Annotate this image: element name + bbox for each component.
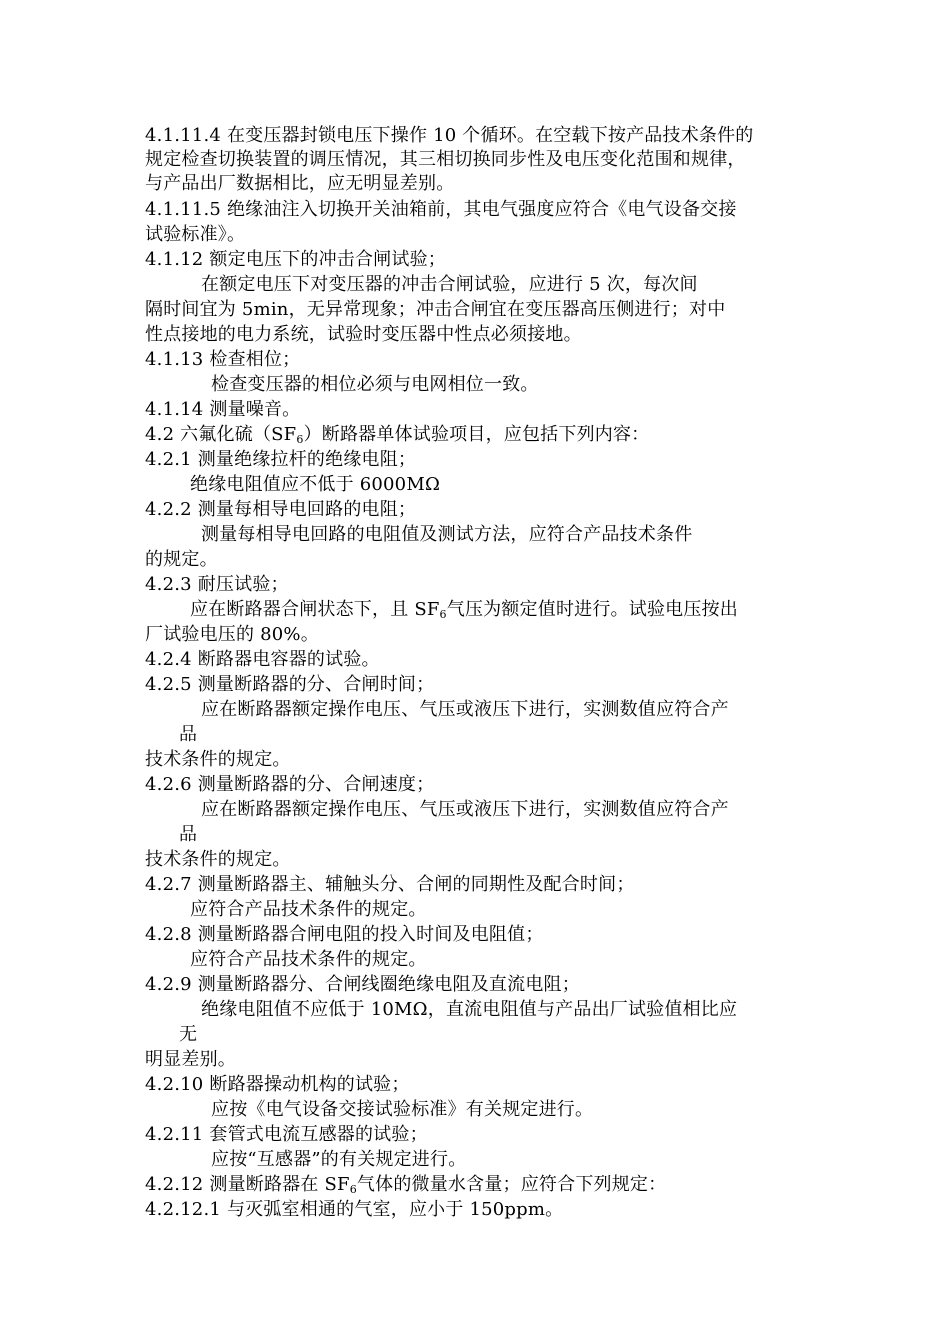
text-line: 4.2.7 测量断路器主、辅触头分、合闸的同期性及配合时间； [145, 874, 635, 895]
subscript: 6 [439, 608, 447, 621]
text-line: 厂试验电压的 80%。 [145, 624, 319, 645]
text-line: 4.2.9 测量断路器分、合闸线圈绝缘电阻及直流电阻； [145, 974, 580, 995]
text-line: 规定检查切换装置的调压情况，其三相切换同步性及电压变化范围和规律， [145, 149, 746, 170]
text-line: 4.2.4 断路器电容器的试验。 [145, 649, 380, 670]
text-line: 技术条件的规定。 [145, 749, 291, 770]
text-line: 在额定电压下对变压器的冲击合闸试验，应进行 5 次，每次间 [201, 274, 698, 295]
text-line: 试验标准》。 [145, 224, 246, 245]
text-line: 的规定。 [145, 549, 218, 570]
text-line: 4.2.12.1 与灭弧室相通的气室，应小于 150ppm。 [145, 1199, 564, 1220]
text-line [190, 598, 738, 622]
text-line: 4.2.2 测量每相导电回路的电阻； [145, 499, 417, 520]
text-line: 4.1.12 额定电压下的冲击合闸试验； [145, 249, 446, 270]
subscript: 6 [296, 433, 304, 446]
text-line: 明显差别。 [145, 1049, 236, 1070]
text-line: 4.2.11 套管式电流互感器的试验； [145, 1124, 428, 1145]
text-segment: 4.2.12 测量断路器在 SF [145, 1174, 350, 1195]
text-line: 应在断路器额定操作电压、气压或液压下进行，实测数值应符合产 [201, 699, 729, 720]
text-line: 4.1.13 检查相位； [145, 349, 301, 370]
text-line: 性点接地的电力系统，试验时变压器中性点必须接地。 [145, 324, 582, 345]
text-line: 4.2.5 测量断路器的分、合闸时间； [145, 674, 435, 695]
text-segment: 气压为额定值时进行。试验电压按出 [446, 599, 738, 620]
text-line: 4.2.1 测量绝缘拉杆的绝缘电阻； [145, 449, 417, 470]
text-line: 与产品出厂数据相比，应无明显差别。 [145, 173, 455, 194]
text-line: 应在断路器额定操作电压、气压或液压下进行，实测数值应符合产 [201, 799, 729, 820]
text-line: 无 [179, 1024, 198, 1045]
text-line [145, 423, 649, 447]
text-line: 4.1.14 测量噪音。 [145, 399, 301, 420]
text-line: 应按“互感器”的有关规定进行。 [211, 1149, 467, 1170]
text-line: 应符合产品技术条件的规定。 [190, 949, 427, 970]
text-segment: 应在断路器合闸状态下，且 SF [190, 599, 440, 620]
text-segment: 气体的微量水含量；应符合下列规定： [356, 1174, 667, 1195]
text-line [145, 1173, 666, 1197]
text-line: 隔时间宜为 5min，无异常现象；冲击合闸宜在变压器高压侧进行；对中 [145, 299, 726, 320]
text-line: 4.1.11.4 在变压器封锁电压下操作 10 个循环。在空载下按产品技术条件的 [145, 125, 754, 146]
text-line: 应按《电气设备交接试验标准》有关规定进行。 [211, 1099, 594, 1120]
text-line: 品 [179, 724, 198, 745]
text-line: 4.2.6 测量断路器的分、合闸速度； [145, 774, 435, 795]
text-line: 技术条件的规定。 [145, 849, 291, 870]
text-line: 应符合产品技术条件的规定。 [190, 899, 427, 920]
text-line: 4.1.11.5 绝缘油注入切换开关油箱前，其电气强度应符合《电气设备交接 [145, 199, 737, 220]
text-line: 测量每相导电回路的电阻值及测试方法，应符合产品技术条件 [201, 524, 693, 545]
text-line: 4.2.3 耐压试验； [145, 574, 289, 595]
text-line: 检查变压器的相位必须与电网相位一致。 [211, 374, 539, 395]
text-segment: 4.2 六氟化硫（SF [145, 424, 297, 445]
text-line: 绝缘电阻值应不低于 6000MΩ [190, 474, 441, 495]
text-line: 绝缘电阻值不应低于 10MΩ，直流电阻值与产品出厂试验值相比应 [201, 999, 738, 1020]
text-segment: ）断路器单体试验项目，应包括下列内容： [303, 424, 650, 445]
text-line: 品 [179, 824, 198, 845]
subscript: 6 [349, 1183, 357, 1196]
text-line: 4.2.10 断路器操动机构的试验； [145, 1074, 410, 1095]
text-line: 4.2.8 测量断路器合闸电阻的投入时间及电阻值； [145, 924, 544, 945]
